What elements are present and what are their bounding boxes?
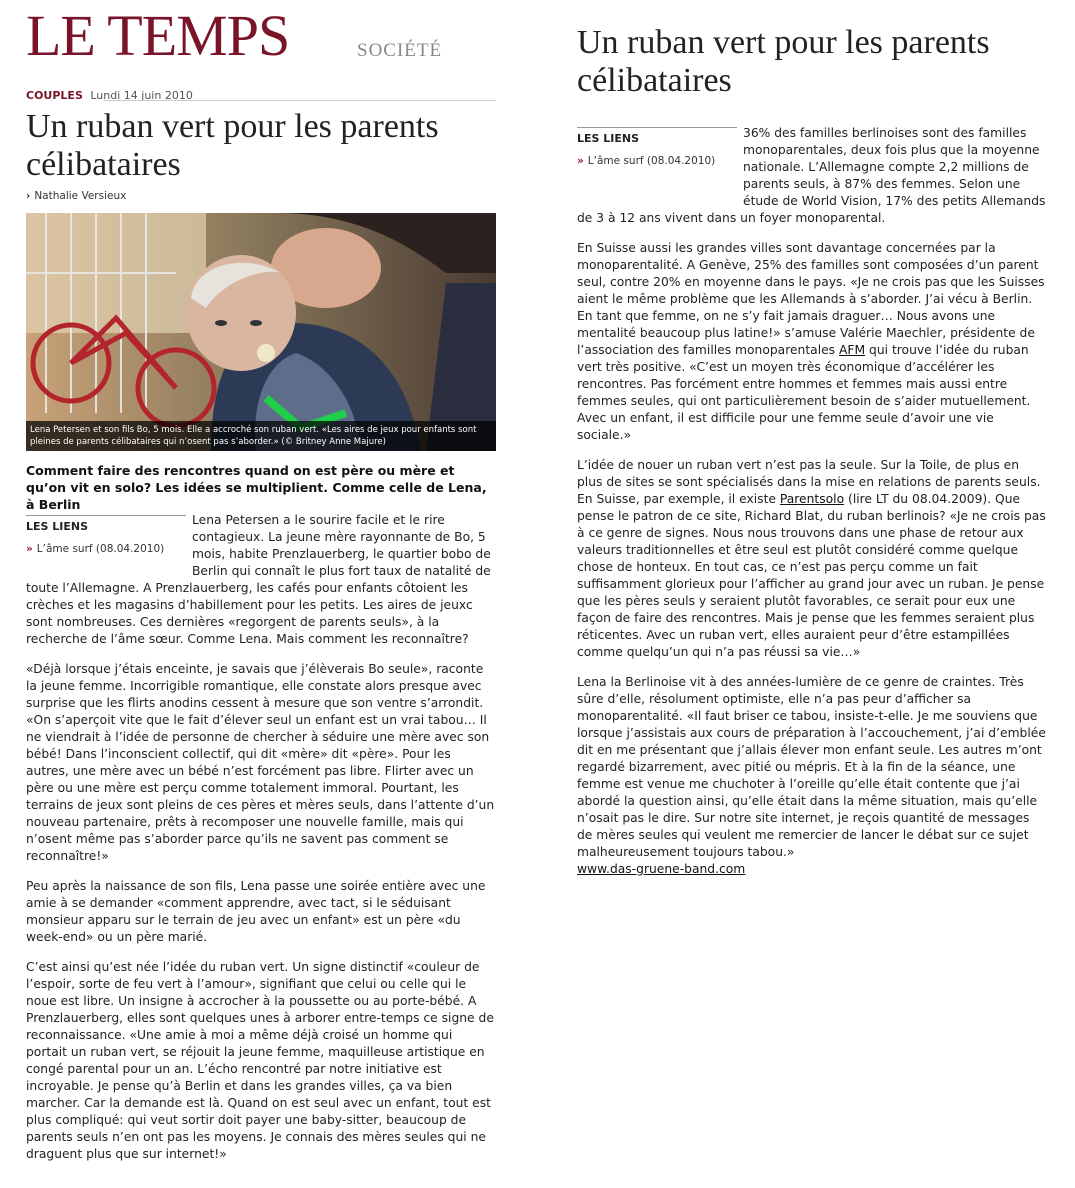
paragraph: [577, 457, 1047, 661]
arrow-right-icon: »: [26, 543, 33, 555]
article-lead: Comment faire des rencontres quand on est père ou mère et qu’on vit en solo? Les idées se multiplient. Comme celle de Lena, à Berlin: [26, 463, 487, 512]
afm-link[interactable]: AFM: [839, 343, 866, 357]
author-name[interactable]: Nathalie Versieux: [34, 190, 127, 202]
section-label[interactable]: SOCIÉTÉ: [357, 40, 443, 61]
le-temps-logo[interactable]: LE TEMPS: [26, 3, 290, 68]
photo-illustration: [26, 213, 496, 451]
related-link-label[interactable]: L’âme surf (08.04.2010): [36, 543, 165, 555]
paragraph: 36% des familles berlinoises sont des familles monoparentales, deux fois plus que la moyenne nationale. L’Allemagne compte 2,2 millions de parents seuls, à 87% des femmes. Selon une étude de World Vision, 17% des petits Allemands de 3 à 12 ans vivent dans un foyer monoparental.: [577, 126, 1046, 225]
links-title: LES LIENS: [26, 520, 89, 533]
article-title: Un ruban vert pour les parents célibataires: [26, 108, 439, 183]
kicker-divider: [104, 100, 496, 101]
arrow-right-icon: »: [577, 155, 584, 167]
article-title-continued: Un ruban vert pour les parents célibataires: [577, 24, 990, 99]
paragraph: «Déjà lorsque j’étais enceinte, je savais que j’élèverais Bo seule», raconte la jeune femme. Incorrigible romantique, elle constate alors presque avec surprise que les flirts anodins cessent à mesure que son ventre s’arrondit. «On s’aperçoit vite que le fait d’élever seul un enfant est un vrai tabou… Il ne viendrait à l’idée de personne de chercher à séduire une mère avec son bébé! Dans l’inconscient collectif, qui dit «mère» dit «père». Pour les autres, une mère avec un bébé n’est forcément pas libre. Flirter avec un père ou une mère est perçu comme totalement immoral. Pourtant, les terrains de jeux sont pleins de ces pères et mères seuls, dans l’attente d’un nouveau partenaire, prêts à recomposer une nouvelle famille, mais qui n’osent même pas s’aborder parce qu’ils ne savent pas comment se reconnaître!»: [26, 662, 495, 863]
parentsolo-link[interactable]: Parentsolo: [779, 492, 845, 506]
photo-caption: Lena Petersen et son fils Bo, 5 mois. Elle a accroché son ruban vert. «Les aires de jeux pour enfants sont pleines de parents célibataires qui n’osent pas s’aborder.» (© Britney Anne Majure): [26, 421, 496, 451]
masthead: [26, 3, 290, 68]
publish-date: Lundi 14 juin 2010: [90, 89, 193, 102]
text-run: En Suisse aussi les grandes villes sont davantage concernées par la monoparentalité. A Genève, 25% des familles sont composées d’un parent seul, contre 20% en moyenne dans le pays. «Je ne crois pas que les Suisses aient le même problème que les Allemands à s’aborder. J’ai vécu à Berlin. En tant que femme, on ne s’y fait jamais draguer… Nous avons une mentalité beaucoup plus latine!» s’amuse Valérie Maechler, présidente de l’association des familles monoparentales: [577, 241, 1045, 357]
related-link-label[interactable]: L’âme surf (08.04.2010): [587, 155, 716, 167]
byline: [26, 190, 126, 202]
links-title: LES LIENS: [577, 132, 640, 145]
links-float-space: [577, 125, 743, 201]
text-run: L’idée de nouer un ruban vert n’est pas la seule. Sur la Toile, de plus en plus de sites se sont spécialisés dans la mise en relations de parents seuls. En Suisse, par exemple, il existe: [577, 458, 1041, 506]
article-photo: [26, 213, 496, 451]
paragraph: Peu après la naissance de son fils, Lena passe une soirée entière avec une amie à se demander «comment apprendre, avec tact, si le séduisant monsieur apparu sur le terrain de jeu avec un enfant» est un père «du week-end» ou un père marié.: [26, 879, 486, 944]
paragraph: [577, 240, 1047, 444]
links-float-space: [26, 512, 192, 578]
chevron-right-icon: ›: [26, 190, 31, 202]
paragraph: C’est ainsi qu’est née l’idée du ruban vert. Un signe distinctif «couleur de l’espoir, sorte de feu vert à l’amour», signifiant que celui ou celle qui le noue est libre. Un insigne à accrocher à la poussette ou au porte-bébé. A Prenzlauerberg, elles sont quelques unes à arborer entre-temps ce signe de reconnaissance. «Une amie à moi a même déjà croisé un homme qui portait un ruban vert, se réjouit la jeune femme, maquilleuse artistique en congé parental pour un an. L’écho rencontré par notre initiative est incroyable. Je pense qu’à Berlin et dans les grandes villes, ça va bien marcher. Car la demande est là. Quand on est seul avec un enfant, tout est plus compliqué: qui veut sortir doit payer une baby-sitter, beaucoup de parents seuls n’en ont pas les moyens. Je connais des mères seules qui ne draguent plus que sur internet!»: [26, 960, 494, 1161]
paragraph: Lena la Berlinoise vit à des années-lumière de ce genre de craintes. Très sûre d’elle, résolument optimiste, elle n’a pas peur d’afficher sa monoparentalité. «Il faut briser ce tabou, insiste-t-elle. Je me souviens que lorsque j’assistais aux cours de préparation à l’accouchement, j’ai d’emblée dit en me présentant que j’allais élever mon enfant seule. Les autres m’ont regardé bizarrement, avec pitié ou mépris. Et à la fin de la séance, une femme est venue me chuchoter à l’oreille qu’elle était contente que j’ai abordé la question ainsi, qu’elle était dans la même situation, mais qu’elle n’osait pas le dire. Sur notre site internet, je reçois quantité de messages de mères seules qui veulent me remercier de lancer le débat sur ce sujet malheureusement toujours tabou.»: [577, 675, 1046, 859]
kicker-category[interactable]: COUPLES: [26, 89, 83, 102]
text-run: (lire LT du 08.04.2009). Que pense le patron de ce site, Richard Blat, du ruban berlinois? «Je ne crois pas à ce genre de signes. Nous nous trouvons dans une phase de retour aux valeurs traditionnelles et être seul est plutôt considéré comme quelque chose de honteux. En tout cas, ce n’est pas perçu comme un fait suffisamment glorieux pour l’afficher au grand jour avec un ruban. Je pense que les pères seuls y seraient plutôt favorables, ce serait pour eux une façon de faire des rencontres. Mais je pense que les femmes seraient plus réticentes. Avec un ruban vert, elles auraient peur d’être estampillées comme quelqu’un qui n’a pas réussi sa vie…»: [577, 492, 1046, 659]
paragraph: Lena Petersen a le sourire facile et le rire contagieux. La jeune mère rayonnante de Bo, 5 mois, habite Prenzlauerberg, le quartier bobo de Berlin qui connaît le plus fort taux de natalité de toute l’Allemagne. A Prenzlauerberg, les cafés pour enfants côtoient les crèches et les magasins d’habillement pour les petits. Les aires de jeuxc sont nombreuses. Ces dernières «regorgent de parents seuls», à la recherche de l’âme sœur. Comme Lena. Mais comment les reconnaître?: [26, 513, 491, 646]
left-body: [26, 512, 496, 1176]
text-run: qui trouve l’idée du ruban vert très positive. «C’est un moyen très économique d’accélérer les rencontres. Pas forcément entre hommes et femmes mais aussi entre femmes seules, qui ont particulièrement besoin de s’aider mutuellement. Avec un enfant, il est difficile pour une femme seule d’avoir une vie sociale.»: [577, 343, 1031, 442]
website-link[interactable]: www.das-gruene-band.com: [577, 862, 746, 876]
right-body: [577, 125, 1047, 878]
